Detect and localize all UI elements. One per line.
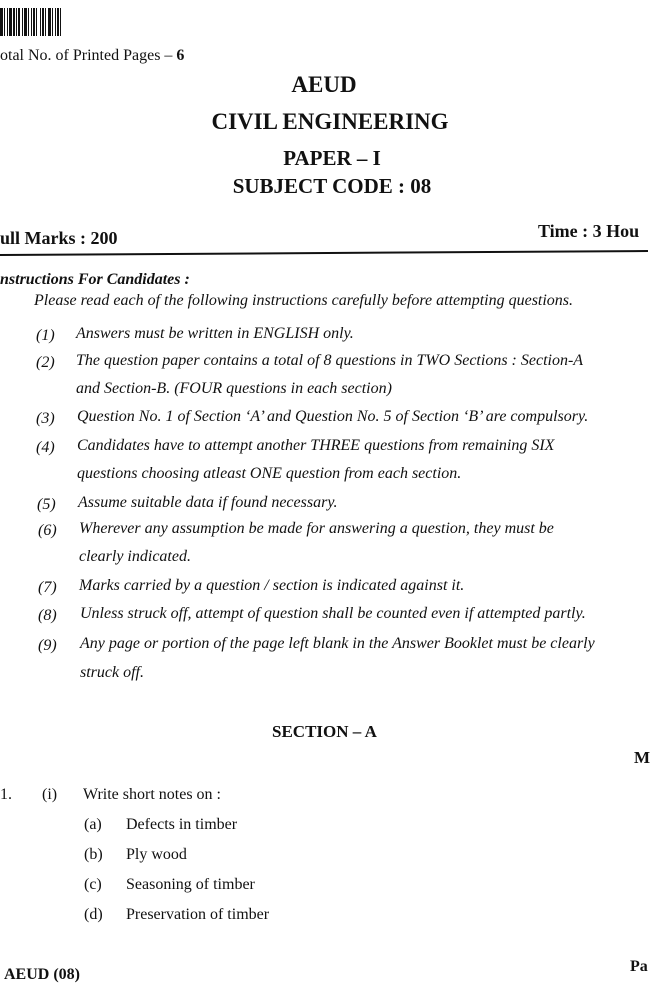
instruction-text: and Section-B. (FOUR questions in each section) <box>76 380 392 397</box>
instructions-title: nstructions For Candidates : <box>0 271 190 288</box>
paper-title: PAPER – I <box>283 146 381 170</box>
subject-code: SUBJECT CODE : 08 <box>232 174 432 198</box>
sub-question-text: Ply wood <box>126 846 187 863</box>
header-rule <box>0 250 648 256</box>
instruction-text: Assume suitable data if found necessary. <box>78 494 338 511</box>
instruction-text: Candidates have to attempt another THREE questions from remaining SIX <box>77 437 555 454</box>
instruction-text: Question No. 1 of Section ‘A’ and Question No. 5 of Section ‘B’ are compulsory. <box>77 408 589 425</box>
printed-pages-label: otal No. of Printed Pages – <box>0 47 177 64</box>
sub-question-text: Seasoning of timber <box>126 876 255 893</box>
sub-question-text: Preservation of timber <box>126 906 270 923</box>
instruction-text: Answers must be written in ENGLISH only. <box>76 325 354 342</box>
sub-question-label: (d) <box>84 906 103 923</box>
sub-question-label: (b) <box>84 846 103 863</box>
sub-question-text: Defects in timber <box>126 816 238 833</box>
instruction-text: struck off. <box>80 664 144 681</box>
instruction-text: Any page or portion of the page left blank in the Answer Booklet must be clearly <box>80 635 595 652</box>
instruction-number: (9) <box>38 637 57 654</box>
instruction-text: questions choosing atleast ONE question from each section. <box>77 465 462 482</box>
instruction-number: (6) <box>38 522 57 539</box>
question-number: 1. <box>0 786 12 803</box>
barcode <box>0 8 102 36</box>
instruction-number: (2) <box>36 354 55 371</box>
instruction-number: (5) <box>37 496 56 513</box>
instruction-text: Unless struck off, attempt of question shall be counted even if attempted partly. <box>80 605 586 622</box>
footer-page: Pa <box>630 958 648 975</box>
instruction-number: (8) <box>38 607 57 624</box>
instruction-text: clearly indicated. <box>79 548 191 565</box>
instruction-text: Marks carried by a question / section is indicated against it. <box>79 577 465 594</box>
printed-pages-value: 6 <box>176 47 185 64</box>
sub-question-label: (c) <box>84 876 102 893</box>
question-part: (i) <box>42 786 58 803</box>
instruction-text: The question paper contains a total of 8 questions in TWO Sections : Section-A <box>76 352 584 369</box>
printed-pages <box>0 47 184 65</box>
marks-label: M <box>634 748 651 767</box>
question-prompt: Write short notes on : <box>83 786 221 803</box>
section-title: SECTION – A <box>272 722 377 741</box>
sub-question-label: (a) <box>84 816 102 833</box>
instruction-number: (3) <box>36 410 55 427</box>
instruction-number: (1) <box>36 327 55 344</box>
exam-title: AEUD <box>291 72 357 97</box>
footer-code: AEUD (08) <box>4 966 80 983</box>
time-allowed: Time : 3 Hou <box>538 221 640 241</box>
instruction-text: Wherever any assumption be made for answering a question, they must be <box>79 520 554 537</box>
full-marks: ull Marks : 200 <box>0 228 118 248</box>
instruction-number: (4) <box>36 439 55 456</box>
instruction-number: (7) <box>38 579 57 596</box>
barcode-bar <box>60 8 61 36</box>
subject-title: CIVIL ENGINEERING <box>211 109 449 134</box>
instructions-intro: Please read each of the following instructions carefully before attempting questions. <box>34 292 574 309</box>
